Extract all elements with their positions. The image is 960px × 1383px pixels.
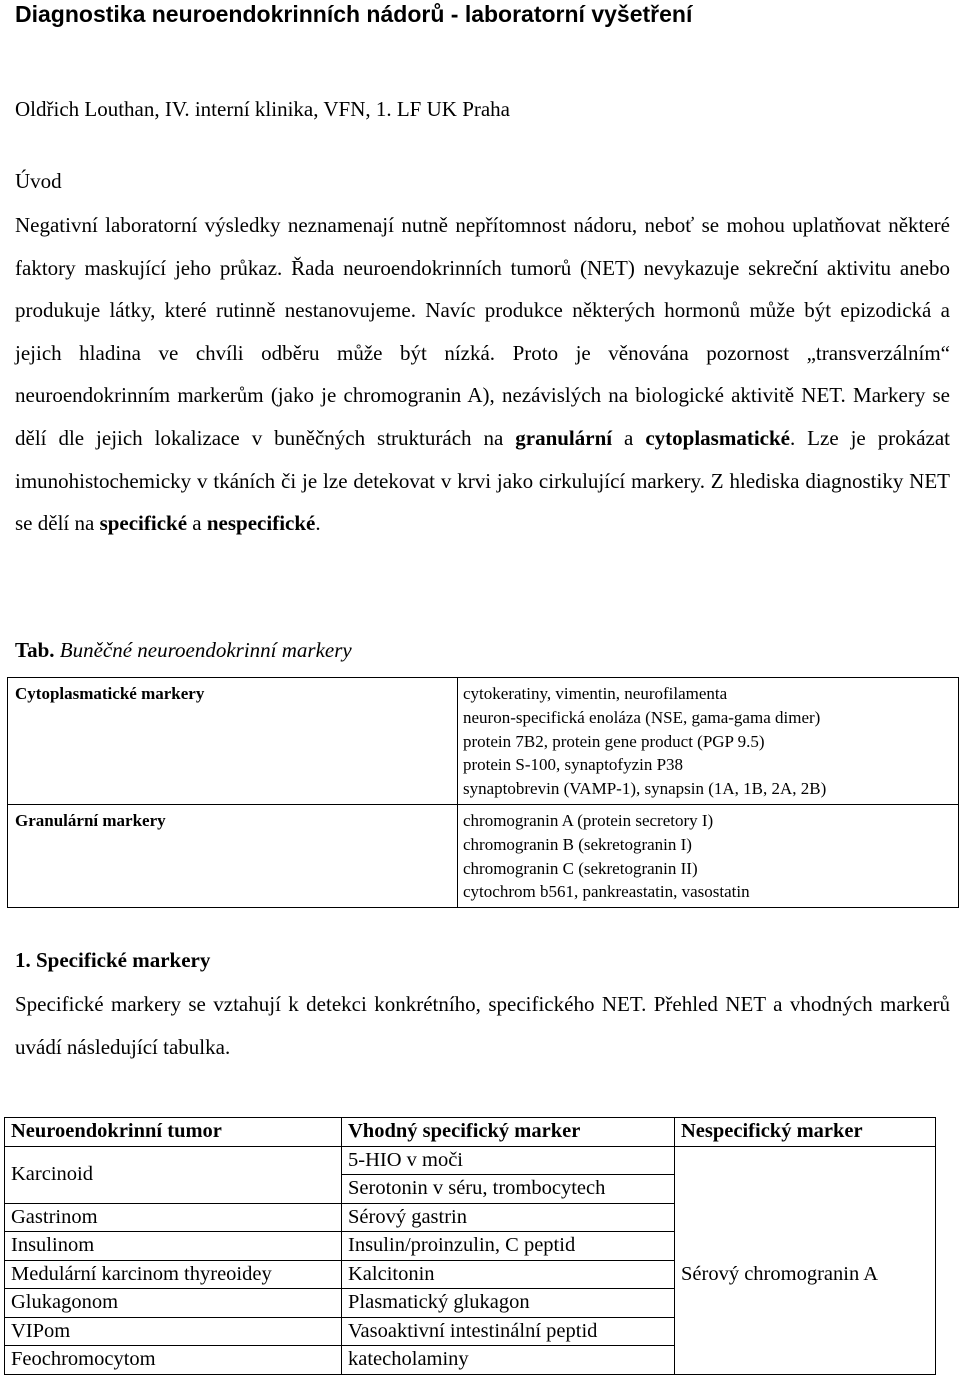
table-cell-tumor: Medulární karcinom thyreoidey	[5, 1260, 342, 1289]
section-heading-intro: Úvod	[15, 169, 62, 193]
marker-line: protein 7B2, protein gene product (PGP 9.5)	[463, 731, 765, 751]
table1-caption	[15, 636, 352, 664]
intro-text-1: Negativní laboratorní výsledky neznamenají nutně nepřítomnost nádoru, neboť se mohou uplatňovat některé faktory maskující jeho průkaz. Řada neuroendokrinních tumorů (NET) nevykazuje sekreční aktivitu anebo produkuje látky, které rutinně nestanovujeme. Navíc produkce některých hormonů může být epizodická a jejich hladina ve chvíli odběru může být nízká. Proto je věnována pozornost „transverzálním“ neuroendokrinním markerům (jako je chromogranin A), nezávislých na biologické aktivitě NET.	[15, 213, 950, 408]
marker-line: chromogranin A (protein secretory I)	[463, 810, 714, 830]
table-cell-marker: katecholaminy	[342, 1346, 675, 1375]
column-header-specific-marker: Vhodný specifický marker	[342, 1118, 675, 1147]
term-granular: granulární	[515, 425, 613, 450]
table-cell-marker: Plasmatický glukagon	[342, 1289, 675, 1318]
marker-line: cytochrom b561, pankreastatin, vasostatin	[463, 882, 750, 902]
table-cell-marker: Serotonin v séru, trombocytech	[342, 1175, 675, 1204]
specific-paragraph: Specifické markery se vztahují k detekci konkrétního, specifického NET. Přehled NET a vhodných markerů uvádí následující tabulka.	[15, 992, 950, 1059]
intro-text-5: a	[187, 511, 207, 536]
table-cell-tumor: Glukagonom	[5, 1289, 342, 1318]
intro-paragraph	[15, 204, 950, 545]
term-cytoplasmic: cytoplasmatické	[645, 425, 790, 450]
marker-line: synaptobrevin (VAMP-1), synapsin (1A, 1B, 2A, 2B)	[463, 779, 827, 799]
cell-markers-table	[7, 677, 959, 908]
table-cell-tumor: Insulinom	[5, 1232, 342, 1261]
table-cell-markers	[458, 678, 959, 805]
table-cell-empty	[675, 1146, 936, 1175]
marker-line: cytokeratiny, vimentin, neurofilamenta	[463, 684, 728, 703]
table-cell-marker: 5-HIO v moči	[342, 1146, 675, 1175]
table-cell-tumor: Feochromocytom	[5, 1346, 342, 1375]
table-cell-marker: Sérový gastrin	[342, 1203, 675, 1232]
intro-text-3: a	[612, 425, 646, 450]
intro-text-2: Markery se dělí dle jejich lokalizace v buněčných strukturách na	[15, 383, 951, 450]
intro-text-6: .	[315, 511, 321, 536]
table-cell-marker: Vasoaktivní intestinální peptid	[342, 1317, 675, 1346]
marker-line: chromogranin B (sekretogranin I)	[463, 834, 692, 854]
column-header-tumor: Neuroendokrinní tumor	[5, 1118, 342, 1147]
table1-caption-label: Tab.	[15, 638, 55, 662]
author-line: Oldřich Louthan, IV. interní klinika, VFN, 1. LF UK Praha	[15, 97, 511, 121]
table-cell-marker: Insulin/proinzulin, C peptid	[342, 1232, 675, 1261]
table-row	[8, 804, 959, 907]
table-cell-category: Cytoplasmatické markery	[8, 678, 458, 805]
section-heading-specific: 1. Specifické markery	[15, 948, 211, 972]
marker-line: chromogranin C (sekretogranin II)	[463, 858, 698, 878]
marker-line: neuron-specifická enoláza (NSE, gama-gama dimer)	[463, 707, 821, 727]
document-title: Diagnostika neuroendokrinních nádorů - laboratorní vyšetření	[15, 1, 693, 27]
table-cell-tumor: Karcinoid	[5, 1146, 342, 1203]
column-header-nonspecific-marker: Nespecifický marker	[675, 1118, 936, 1147]
marker-line: protein S-100, synaptofyzin P38	[463, 755, 684, 775]
table-cell-tumor: Gastrinom	[5, 1203, 342, 1232]
table-cell-markers	[458, 804, 959, 907]
table1-caption-title: Buněčné neuroendokrinní markery	[59, 638, 352, 662]
table-header-row	[5, 1118, 936, 1147]
term-specific: specifické	[99, 511, 188, 536]
term-nonspecific: nespecifické	[206, 511, 316, 536]
table-cell-nonspecific: Sérový chromogranin A	[675, 1175, 936, 1375]
table-row	[8, 678, 959, 805]
table-cell-category: Granulární markery	[8, 804, 458, 907]
table-row	[5, 1146, 936, 1175]
table-cell-tumor: VIPom	[5, 1317, 342, 1346]
tumor-markers-table	[4, 1117, 936, 1375]
table-cell-marker: Kalcitonin	[342, 1260, 675, 1289]
intro-text-4: . Lze je prokázat imunohistochemicky v tkáních či je lze detekovat v krvi jako cirkulující markery. Z hlediska diagnostiky NET se dělí na	[15, 425, 950, 536]
